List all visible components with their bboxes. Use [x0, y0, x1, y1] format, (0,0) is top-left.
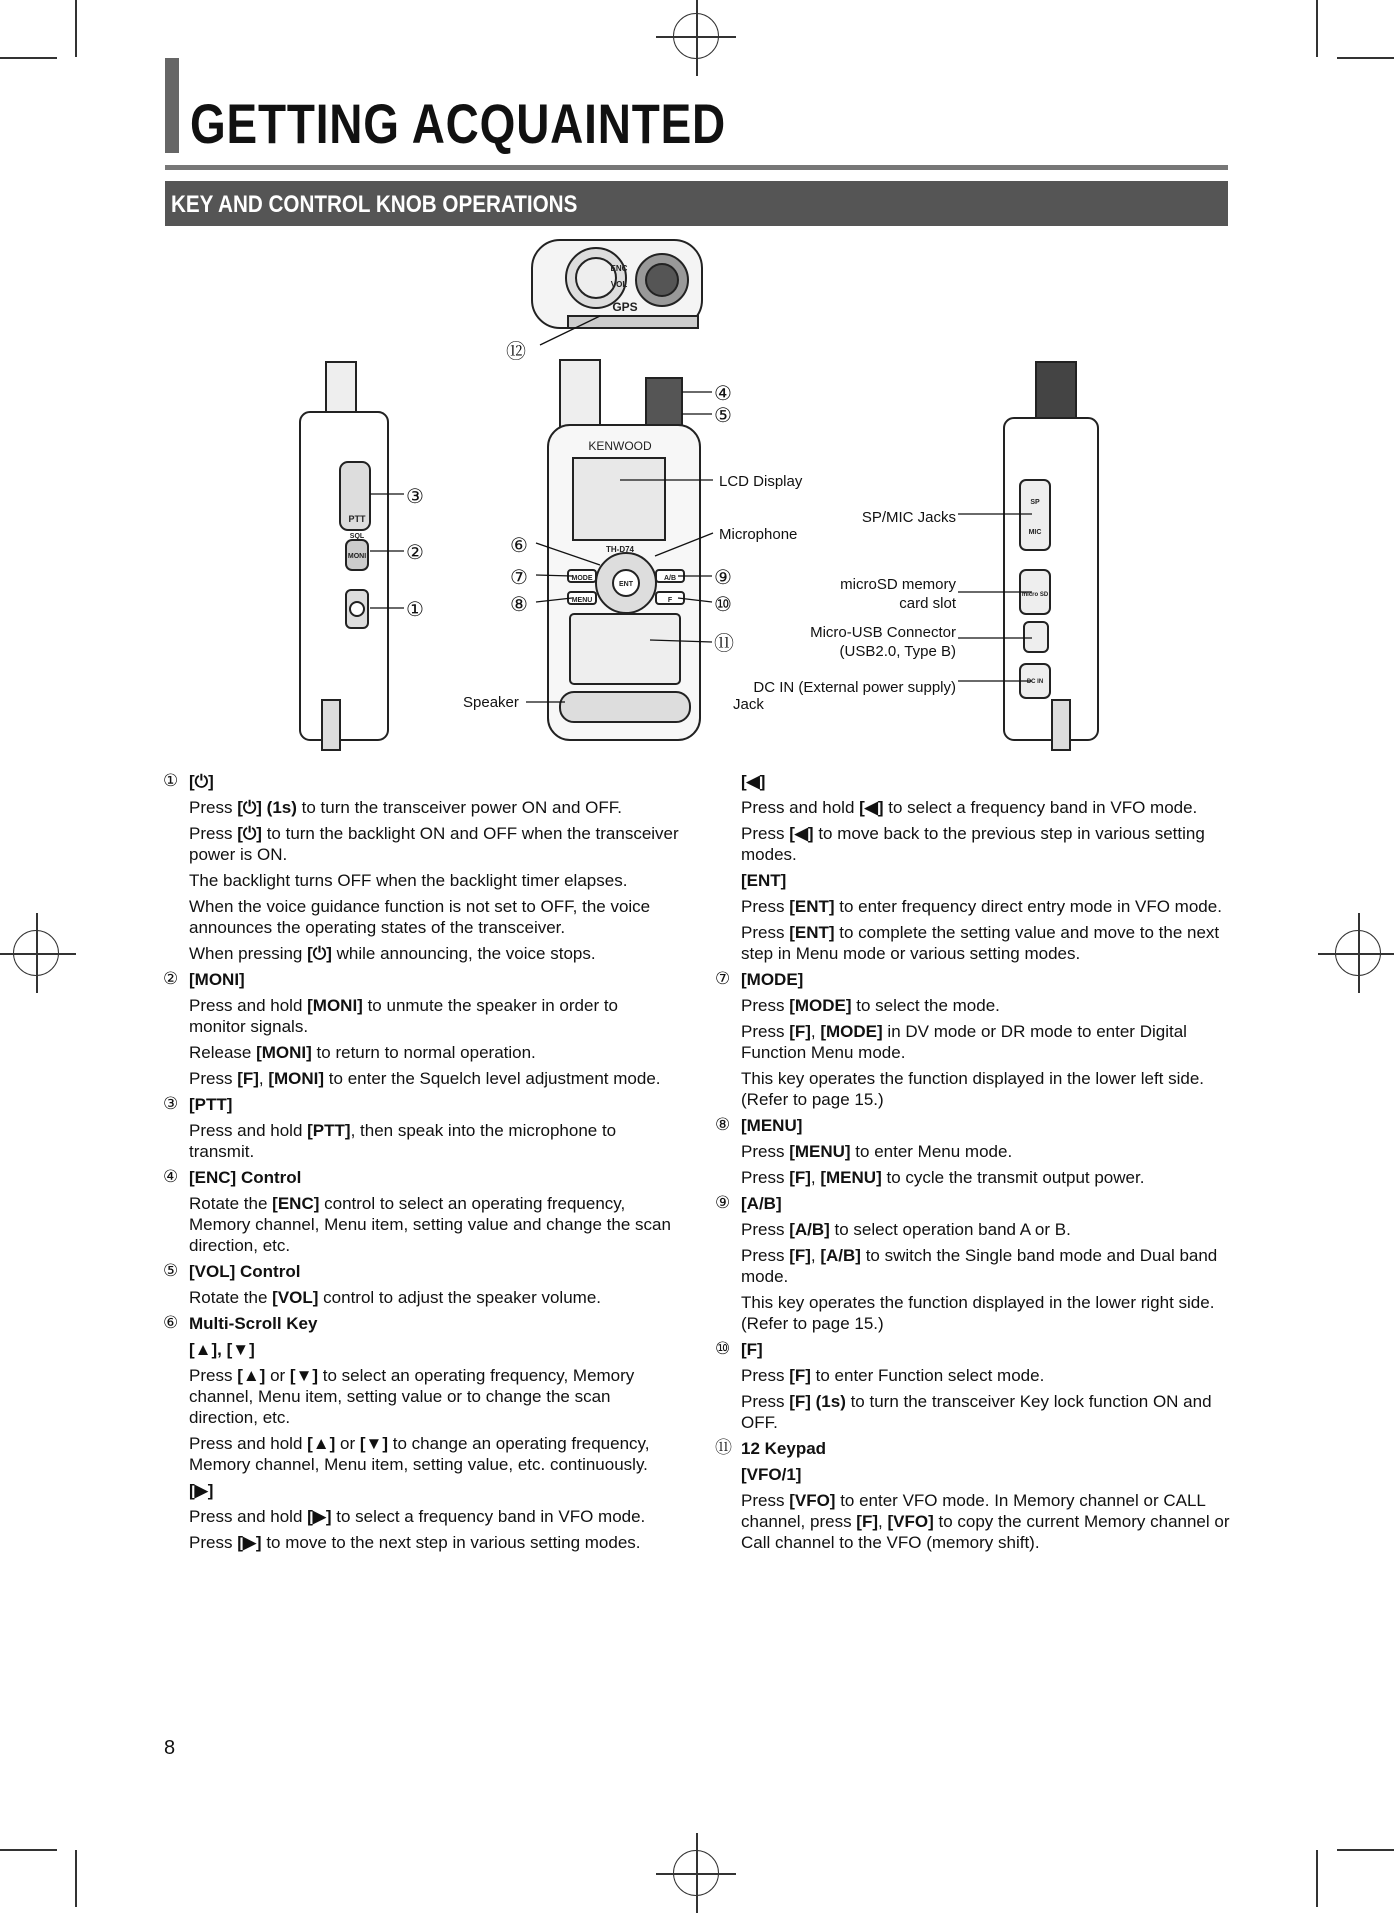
paragraph: Press [VFO] to enter VFO mode. In Memory channel or CALL channel, press [F], [VFO] to copy the current Memory channel or Call channel to the VFO (memory shift). — [741, 1491, 1230, 1552]
paragraph: Press [MODE] to select the mode. — [741, 996, 1000, 1015]
paragraph: This key operates the function displayed in the lower right side. (Refer to page 15.) — [741, 1293, 1215, 1333]
paragraph: This key operates the function displayed in the lower left side. (Refer to page 15.) — [741, 1069, 1205, 1109]
item-heading: [MENU] — [741, 1116, 803, 1135]
item-heading: Multi-Scroll Key — [189, 1314, 318, 1333]
gps-label: GPS — [612, 300, 638, 314]
item-heading: [MODE] — [741, 970, 804, 989]
item-number: ① — [163, 771, 179, 791]
crop-mark — [1316, 1850, 1318, 1907]
item-moni — [163, 969, 679, 1089]
paragraph: The backlight turns OFF when the backlight timer elapses. — [189, 871, 628, 890]
sub-heading: [VFO/1] — [741, 1465, 802, 1484]
vol-label: VOL — [610, 280, 628, 289]
paragraph: Press [MENU] to enter Menu mode. — [741, 1142, 1013, 1161]
enc-label: ENC — [610, 264, 628, 273]
paragraph: Press [◀] to move back to the previous step in various setting modes. — [741, 824, 1205, 864]
paragraph: Press [F] (1s) to turn the transceiver Key lock function ON and OFF. — [741, 1392, 1212, 1432]
item-ent — [741, 870, 1231, 964]
item-number: ⑥ — [163, 1313, 179, 1333]
item-heading: [F] — [741, 1340, 763, 1359]
model-label: TH-D74 — [605, 545, 635, 554]
callout-9: ⑨ — [714, 565, 732, 589]
callout-7: ⑦ — [510, 565, 528, 589]
item-heading: [A/B] — [741, 1194, 782, 1213]
item-vol — [163, 1261, 679, 1308]
item-number: ⑪ — [715, 1438, 732, 1458]
callout-1: ① — [406, 597, 424, 621]
paragraph: Press [▶] to move to the next step in various setting modes. — [189, 1533, 641, 1552]
transceiver-diagram — [0, 0, 1394, 760]
callout-11: ⑪ — [714, 631, 734, 655]
paragraph: Press and hold [PTT], then speak into the microphone to transmit. — [189, 1121, 617, 1161]
moni-label: MONI — [347, 553, 367, 560]
crop-mark — [0, 1849, 57, 1851]
item-ptt — [163, 1094, 679, 1162]
sp-mic-jacks-label: SP/MIC Jacks — [861, 509, 956, 526]
paragraph: Press and hold [◀] to select a frequency band in VFO mode. — [741, 798, 1198, 817]
right-side-view — [1004, 362, 1098, 750]
item-heading: [PTT] — [189, 1095, 233, 1114]
paragraph: Press [F], [A/B] to switch the Single band mode and Dual band mode. — [741, 1246, 1218, 1286]
right-column — [715, 766, 1231, 1553]
page-number: 8 — [164, 1737, 176, 1759]
ab-key-label: A/B — [663, 575, 677, 582]
dcin-jack-label: DC IN — [1026, 679, 1044, 685]
item-number: ② — [163, 969, 179, 989]
callout-12: ⑫ — [506, 339, 526, 363]
item-heading: [VOL] Control — [189, 1262, 301, 1281]
item-multi-scroll — [163, 1313, 679, 1553]
left-column — [163, 766, 679, 1553]
sub-heading: [ENT] — [741, 871, 787, 890]
usb-label-line1: Micro-USB Connector — [810, 624, 956, 641]
page-title: GETTING ACQUAINTED — [190, 92, 727, 155]
microsd-slot-label: micro SD — [1021, 592, 1049, 598]
item-power — [163, 771, 679, 964]
dcin-label-line2: Jack — [733, 696, 764, 713]
paragraph: Press [F], [MONI] to enter the Squelch level adjustment mode. — [189, 1069, 661, 1088]
callout-8: ⑧ — [510, 592, 528, 616]
microsd-label-line2: card slot — [899, 595, 956, 612]
item-f — [715, 1339, 1231, 1433]
item-left-key — [741, 771, 1231, 865]
item-keypad — [715, 1438, 1231, 1553]
paragraph: Rotate the [VOL] control to adjust the speaker volume. — [189, 1288, 601, 1307]
item-mode — [715, 969, 1231, 1110]
paragraph: When the voice guidance function is not set to OFF, the voice announces the operating states of the transceiver. — [189, 897, 651, 937]
sp-jack-label: SP — [1030, 499, 1040, 506]
paragraph: Release [MONI] to return to normal operation. — [189, 1043, 536, 1062]
callout-10: ⑩ — [714, 592, 732, 616]
item-number: ⑨ — [715, 1193, 731, 1213]
paragraph: Press and hold [▲] or [▼] to change an operating frequency, Memory channel, Menu item, setting value, etc. continuously. — [189, 1434, 650, 1474]
lcd-display-label: LCD Display — [719, 473, 803, 490]
sub-heading: [◀] — [741, 772, 766, 791]
callout-5: ⑤ — [714, 403, 732, 427]
item-number: ⑧ — [715, 1115, 731, 1135]
paragraph: Press [ENT] to enter frequency direct entry mode in VFO mode. — [741, 897, 1222, 916]
sql-label: SQL — [349, 533, 365, 540]
callout-2: ② — [406, 540, 424, 564]
paragraph: When pressing [⏻] while announcing, the voice stops. — [189, 944, 596, 963]
left-side-view — [300, 362, 388, 750]
registration-mark — [0, 913, 76, 993]
speaker-label: Speaker — [463, 694, 519, 711]
dcin-label-line1: DC IN (External power supply) — [753, 679, 956, 696]
item-menu — [715, 1115, 1231, 1188]
ent-key-label: ENT — [619, 581, 633, 588]
registration-mark — [656, 1833, 736, 1913]
item-heading: [ENC] Control — [189, 1168, 302, 1187]
paragraph: Press [A/B] to select operation band A or B. — [741, 1220, 1071, 1239]
microphone-label: Microphone — [719, 526, 798, 543]
paragraph: Press [F], [MENU] to cycle the transmit output power. — [741, 1168, 1145, 1187]
crop-mark — [1337, 1849, 1394, 1851]
section-title: KEY AND CONTROL KNOB OPERATIONS — [171, 191, 578, 218]
paragraph: Press [ENT] to complete the setting value and move to the next step in Menu mode or various setting modes. — [741, 923, 1220, 963]
paragraph: Rotate the [ENC] control to select an operating frequency, Memory channel, Menu item, setting value and change the scan direction, etc. — [189, 1194, 671, 1255]
item-heading: [⏻] — [189, 772, 214, 791]
f-key-label: F — [667, 597, 673, 604]
mode-key-label: MODE — [571, 575, 593, 582]
item-number: ④ — [163, 1167, 179, 1187]
paragraph: Press and hold [MONI] to unmute the speaker in order to monitor signals. — [189, 996, 619, 1036]
item-number: ③ — [163, 1094, 179, 1114]
menu-key-label: MENU — [571, 597, 593, 604]
sub-heading: [▶] — [189, 1481, 214, 1500]
paragraph: Press [⏻] to turn the backlight ON and OFF when the transceiver power is ON. — [189, 824, 679, 864]
callout-6: ⑥ — [510, 533, 528, 557]
item-ab — [715, 1193, 1231, 1334]
callout-3: ③ — [406, 484, 424, 508]
item-heading: 12 Keypad — [741, 1439, 827, 1458]
usb-label-line2: (USB2.0, Type B) — [839, 643, 956, 660]
brand-label: KENWOOD — [588, 439, 652, 453]
crop-mark — [75, 1850, 77, 1907]
paragraph: Press [▲] or [▼] to select an operating frequency, Memory channel, Menu item, setting value or to change the scan direction, etc. — [189, 1366, 635, 1427]
callout-4: ④ — [714, 381, 732, 405]
item-number: ⑤ — [163, 1261, 179, 1281]
paragraph: Press [F] to enter Function select mode. — [741, 1366, 1045, 1385]
mic-jack-label: MIC — [1028, 529, 1042, 536]
paragraph: Press [⏻] (1s) to turn the transceiver power ON and OFF. — [189, 798, 622, 817]
item-number: ⑩ — [715, 1339, 731, 1359]
ptt-label: PTT — [348, 514, 366, 524]
registration-mark — [1318, 913, 1394, 993]
item-heading: [MONI] — [189, 970, 245, 989]
paragraph: Press and hold [▶] to select a frequency band in VFO mode. — [189, 1507, 646, 1526]
paragraph: Press [F], [MODE] in DV mode or DR mode to enter Digital Function Menu mode. — [741, 1022, 1187, 1062]
sub-heading: [▲], [▼] — [189, 1340, 255, 1359]
item-enc — [163, 1167, 679, 1256]
microsd-label-line1: microSD memory — [840, 576, 956, 593]
item-number: ⑦ — [715, 969, 731, 989]
